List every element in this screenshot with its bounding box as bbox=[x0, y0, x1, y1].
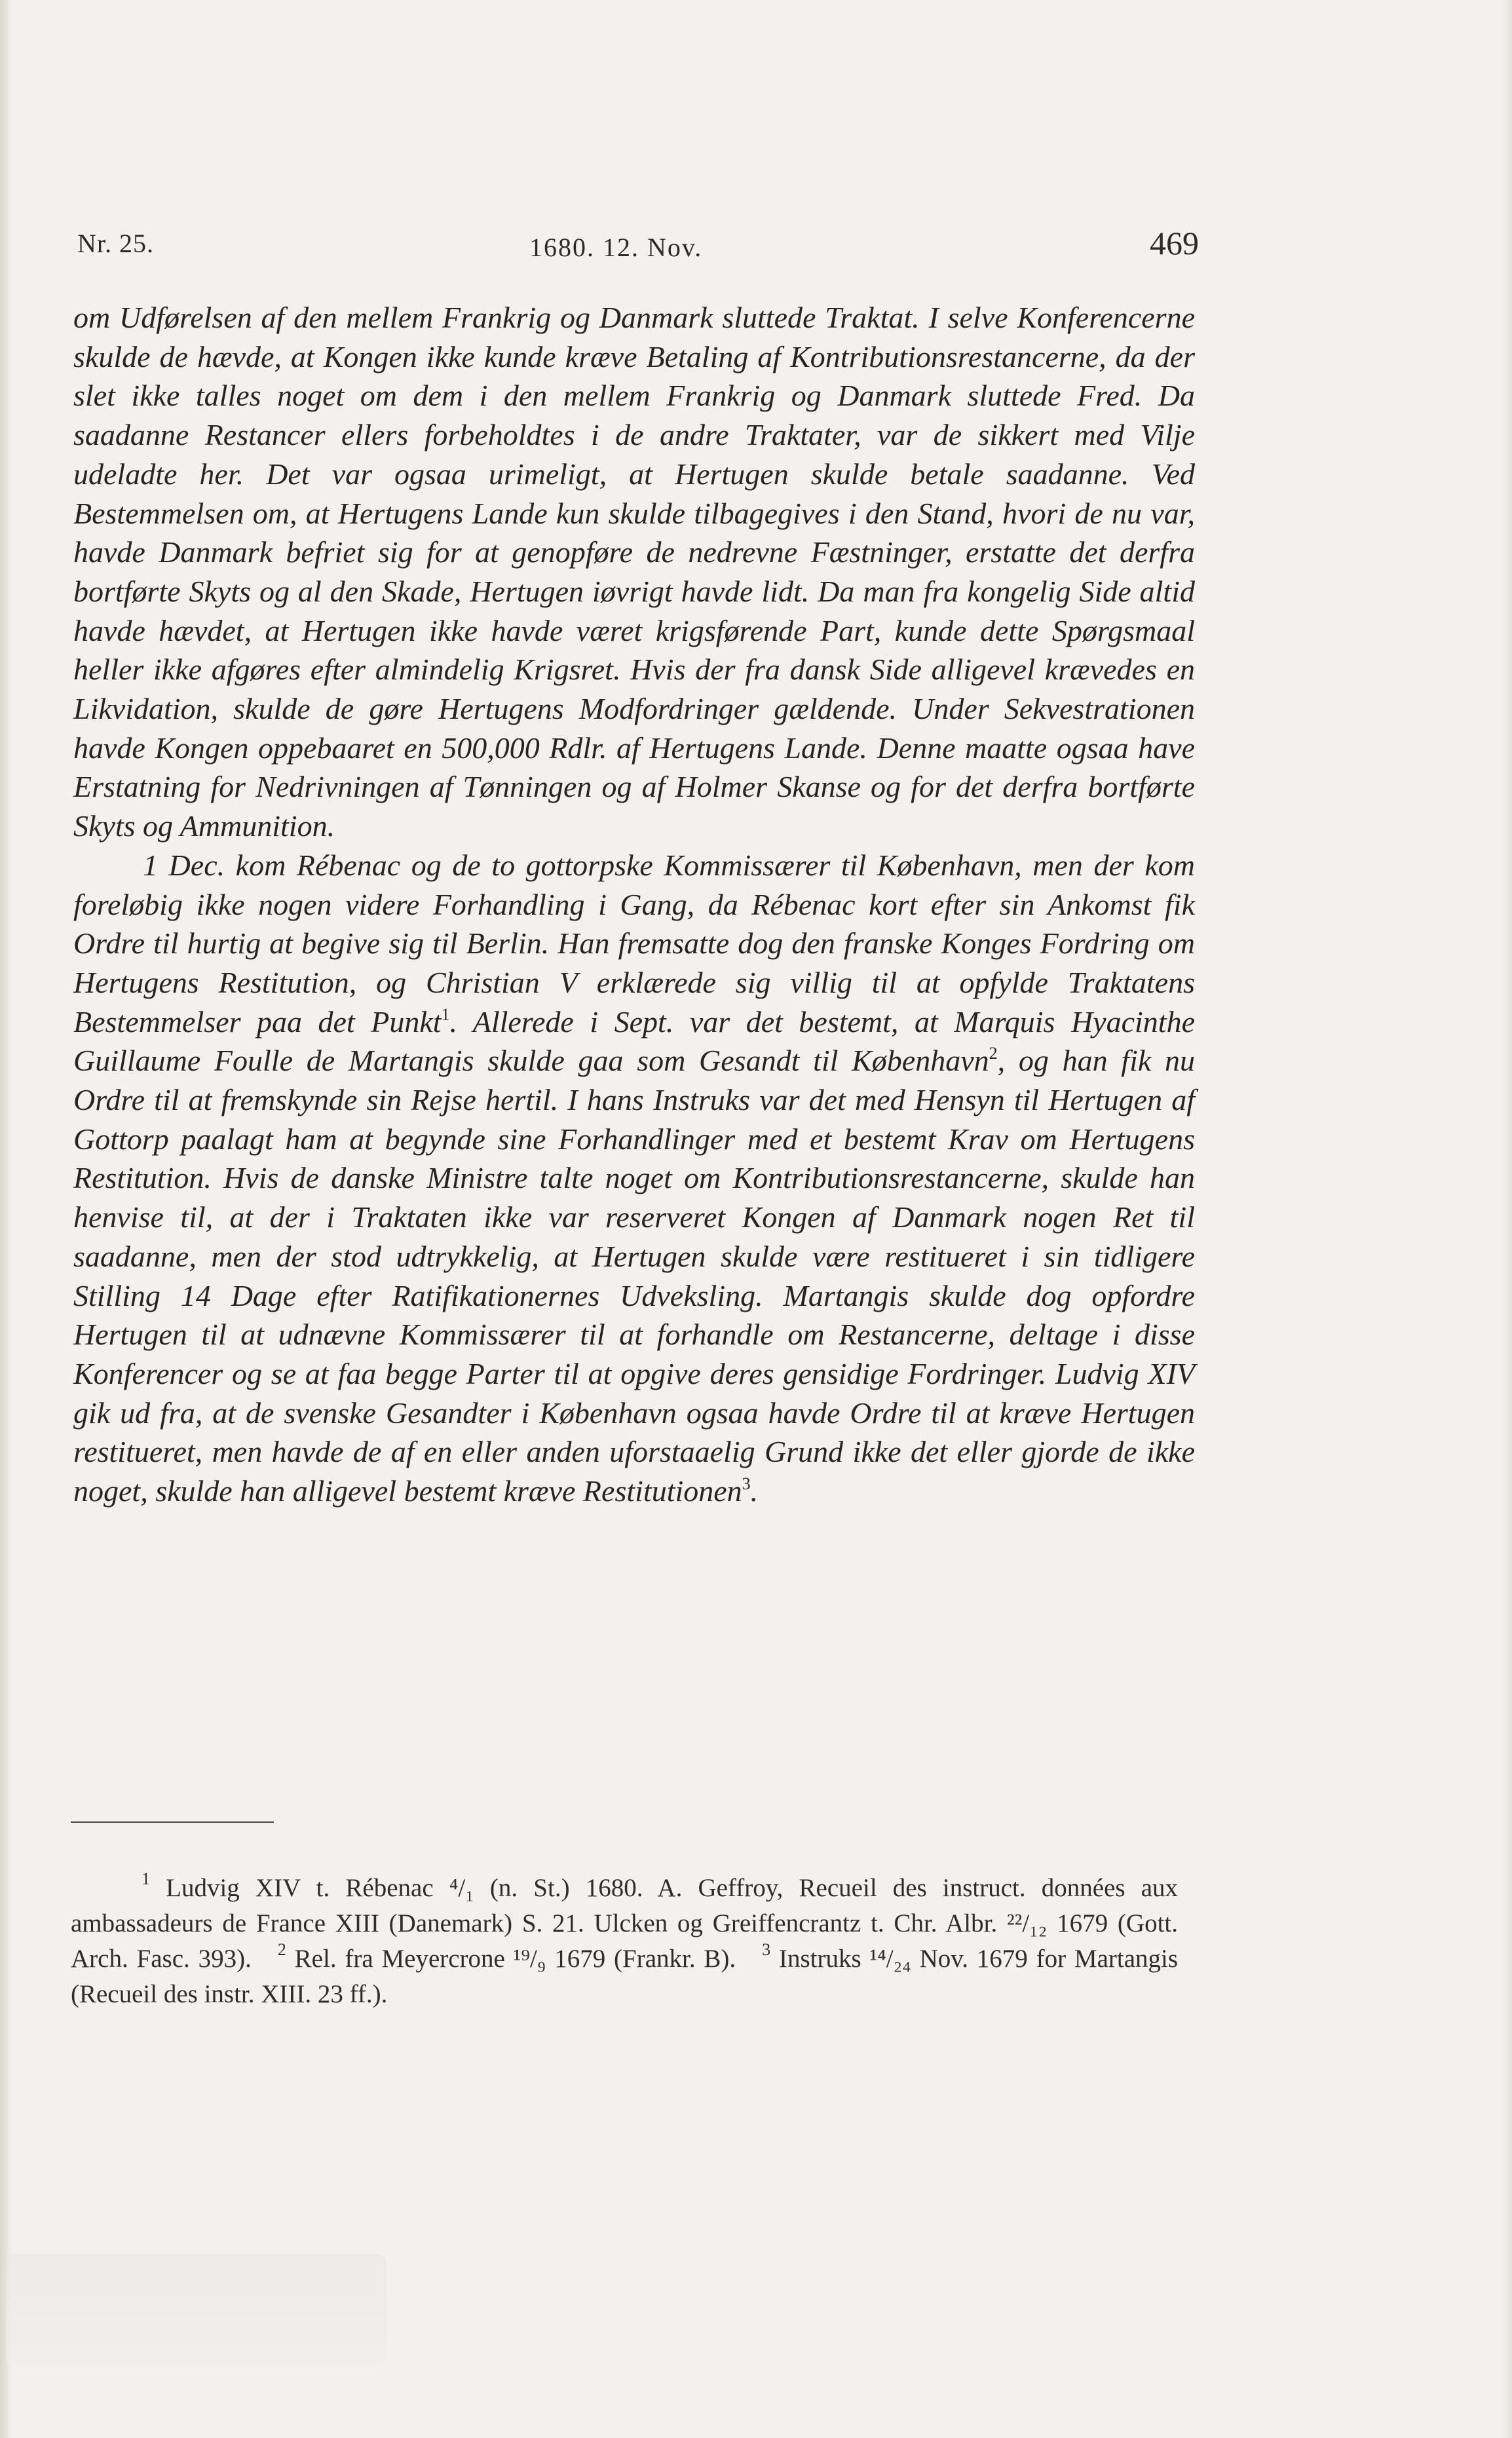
document-number: Nr. 25. bbox=[77, 229, 154, 258]
footnote-block bbox=[71, 1871, 1178, 2012]
footnote-3: Instruks ¹⁴/₂₄ Nov. 1679 for Martangis (Recueil des instr. XIII. 23 ff.). bbox=[71, 1945, 1179, 2008]
paragraph-2 bbox=[73, 846, 1195, 1511]
footnote-separator bbox=[71, 1821, 274, 1823]
footnote-2: Rel. fra Meyercrone ¹⁹/₉ 1679 (Frankr. B). bbox=[294, 1945, 736, 1973]
scan-smudge bbox=[7, 2254, 387, 2365]
scan-edge-right bbox=[1503, 0, 1512, 2438]
document-date: 1680. 12. Nov. bbox=[529, 233, 703, 262]
footnote-marker-3: 3 bbox=[762, 1940, 771, 1959]
paragraph-1-text: om Udførelsen af den mellem Frankrig og Danmark sluttede Traktat. I selve Konferencerne skulde de hævde, at Kongen ikke kunde kræve Betaling af Kontributionsrestancerne, da der slet ikke talles noget om dem i den mellem Frankrig og Danmark sluttede Fred. Da saadanne Restancer ellers forbeholdtes i de andre Traktater, var de sikkert med Vilje udeladte her. Det var ogsaa urimeligt, at Hertugen skulde betale saadanne. Ved Bestemmelsen om, at Hertugens Lande kun skulde tilbagegives i den Stand, hvori de nu var, havde Danmark befriet sig for at genopføre de nedrevne Fæstninger, erstatte det derfra bortførte Skyts og al den Skade, Hertugen iøvrigt havde lidt. Da man fra kongelig Side altid havde hævdet, at Hertugen ikke havde været krigsførende Part, kunde dette Spørgsmaal heller ikke afgøres efter almindelig Krigsret. Hvis der fra dansk Side alligevel krævedes en Likvidation, skulde de gøre Hertugens Modfordringer gældende. Under Sekvestrationen havde Kongen oppebaaret en 500,000 Rdlr. af Hertugens Lande. Denne maatte ogsaa have Erstatning for Nedrivningen af Tønningen og af Holmer Skanse og for det derfra bortførte Skyts og Ammunition. bbox=[73, 301, 1195, 843]
page-number: 469 bbox=[1150, 225, 1199, 261]
scan-edge-left bbox=[0, 0, 12, 2438]
paragraph-2-text-b: . Allerede i Sept. var det bestemt, at Marquis Hyacinthe Guillaume Foulle de Martangis skulde gaa som Gesandt til København bbox=[73, 1004, 1195, 1078]
footnote-ref-2: 2 bbox=[989, 1044, 998, 1063]
paragraph-2-text-a: 1 Dec. kom Rébenac og de to gottorpske Kommissærer til København, men der kom foreløbig ikke nogen videre Forhandling i Gang, da Rébenac kort efter sin Ankomst fik Ordre til hurtig at begive sig til Berlin. Han fremsatte dog den franske Konges Fordring om Hertugens Restitution, og Christian V erklærede sig villig til at opfylde Traktatens Bestemmelser paa det Punkt bbox=[73, 848, 1195, 1038]
paragraph-2-text-c: , og han fik nu Ordre til at fremskynde sin Rejse hertil. I hans Instruks var det med Hensyn til Hertugen af Gottorp paalagt ham at begynde sine Forhandlinger med et bestemt Krav om Hertugens Restitution. Hvis de danske Ministre talte noget om Kontributionsrestancerne, skulde han henvise til, at der i Traktaten ikke var reserveret Kongen af Danmark nogen Ret til saadanne, men der stod udtrykkelig, at Hertugen skulde være restitueret i sin tidligere Stilling 14 Dage efter Ratifikationernes Udveksling. Martangis skulde dog opfordre Hertugen til at udnævne Kommissærer til at forhandle om Restancerne, deltage i disse Konferencer og se at faa begge Parter til at opgive deres gensidige Fordringer. Ludvig XIV gik ud fra, at de svenske Gesandter i København ogsaa havde Ordre til at kræve Hertugen restitueret, men havde de af en eller anden uforstaaelig Grund ikke det eller gjorde de ikke noget, skulde han alligevel bestemt kræve Restitutionen bbox=[73, 1044, 1196, 1508]
page-header bbox=[77, 221, 1199, 274]
footnote-ref-1: 1 bbox=[441, 1004, 450, 1024]
paragraph-2-text-d: . bbox=[750, 1474, 759, 1508]
footnote-ref-3: 3 bbox=[742, 1474, 751, 1494]
footnote-marker-2: 2 bbox=[277, 1940, 286, 1959]
footnotes bbox=[71, 1871, 1178, 2012]
paragraph-1 bbox=[73, 298, 1195, 846]
body-text bbox=[73, 298, 1195, 1511]
footnote-1: Ludvig XIV t. Rébenac ⁴/₁ (n. St.) 1680. A. Geffroy, Recueil des instruct. données aux ambassadeurs de France XIII (Danemark) S. 21. Ulcken og Greiffencrantz t. Chr. Albr. ²²/₁₂ 1679 (Gott. Arch. Fasc. 393). bbox=[71, 1874, 1179, 1973]
footnote-marker-1: 1 bbox=[142, 1869, 150, 1888]
